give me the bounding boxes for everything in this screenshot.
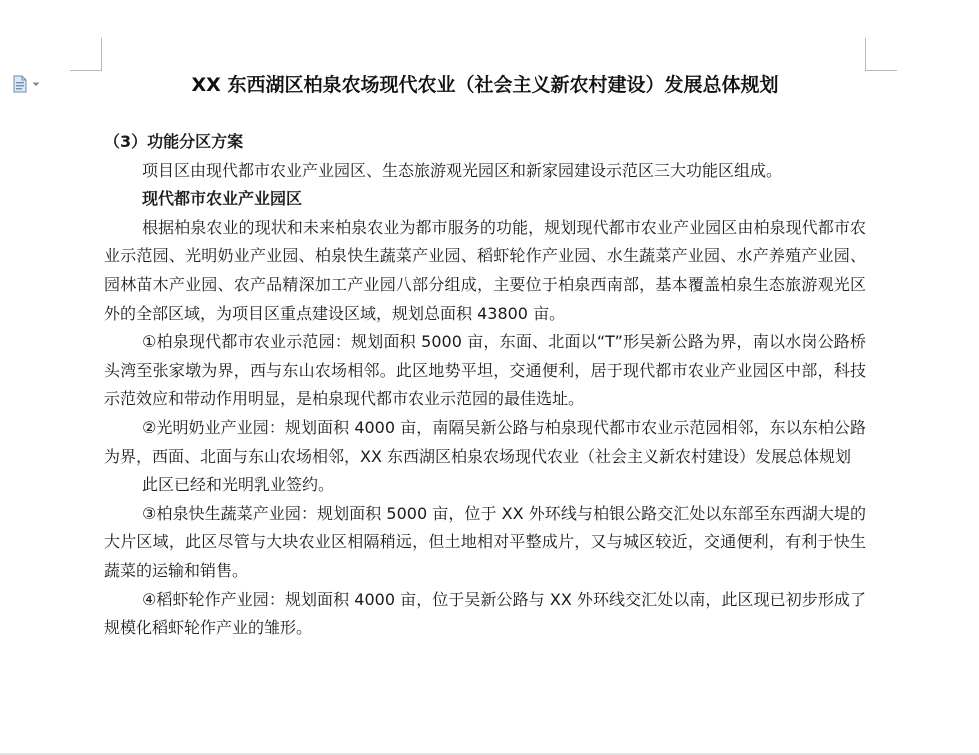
body-paragraph: 根据柏泉农业的现状和未来柏泉农业为都市服务的功能，规划现代都市农业产业园区由柏泉现代都市农业示范园、光明奶业产业园、柏泉快生蔬菜产业园、稻虾轮作产业园、水生蔬菜产业园、水产养殖产业园、园林苗木产业园、农产品精深加工产业园八部分组成，主要位于柏泉西南部，基本覆盖柏泉生态旅游观光区外的全部区域，为项目区重点建设区域，规划总面积 43800 亩。 <box>104 217 866 323</box>
crop-mark-left-horizontal <box>70 70 102 71</box>
crop-mark-left-vertical <box>101 38 102 71</box>
intro-paragraph: 项目区由现代都市农业产业园区、生态旅游观光园区和新家园建设示范区三大功能区组成。 <box>142 160 783 180</box>
body-paragraph: ③柏泉快生蔬菜产业园：规划面积 5000 亩，位于 XX 外环线与柏银公路交汇处以东部至东西湖大堤的大片区域，此区尽管与大块农业区相隔稍远，但土地相对平整成片，又与城区较近，交通便利，有利于快生蔬菜的运输和销售。 <box>104 503 866 580</box>
body-paragraph: 此区已经和光明乳业签约。 <box>142 475 335 495</box>
document-icon <box>12 75 28 93</box>
subsection-heading: 现代都市农业产业园区 <box>142 189 303 209</box>
document-title: XX 东西湖区柏泉农场现代农业（社会主义新农村建设）发展总体规划 <box>191 74 779 96</box>
body-paragraph: ④稻虾轮作产业园：规划面积 4000 亩，位于吴新公路与 XX 外环线交汇处以南，此区现已初步形成了规模化稻虾轮作产业的雏形。 <box>104 589 866 638</box>
body-paragraph: ②光明奶业产业园：规划面积 4000 亩，南隔吴新公路与柏泉现代都市农业示范园相邻，东以东柏公路为界，西面、北面与东山农场相邻，XX 东西湖区柏泉农场现代农业（社会主义新农村建设）发展总体规划 <box>104 417 866 466</box>
chevron-down-icon <box>32 81 40 87</box>
crop-mark-right-horizontal <box>865 70 897 71</box>
document-map-button[interactable] <box>12 75 46 93</box>
body-paragraph: ①柏泉现代都市农业示范园：规划面积 5000 亩，东面、北面以“T”形吴新公路为界，南以水岗公路桥头湾至张家墩为界，西与东山农场相邻。此区地势平坦，交通便利，居于现代都市农业产业园区中部，科技示范效应和带动作用明显，是柏泉现代都市农业示范园的最佳选址。 <box>104 332 866 409</box>
section-heading: （3）功能分区方案 <box>104 132 244 151</box>
document-body <box>104 128 866 643</box>
crop-mark-right-vertical <box>865 38 866 71</box>
